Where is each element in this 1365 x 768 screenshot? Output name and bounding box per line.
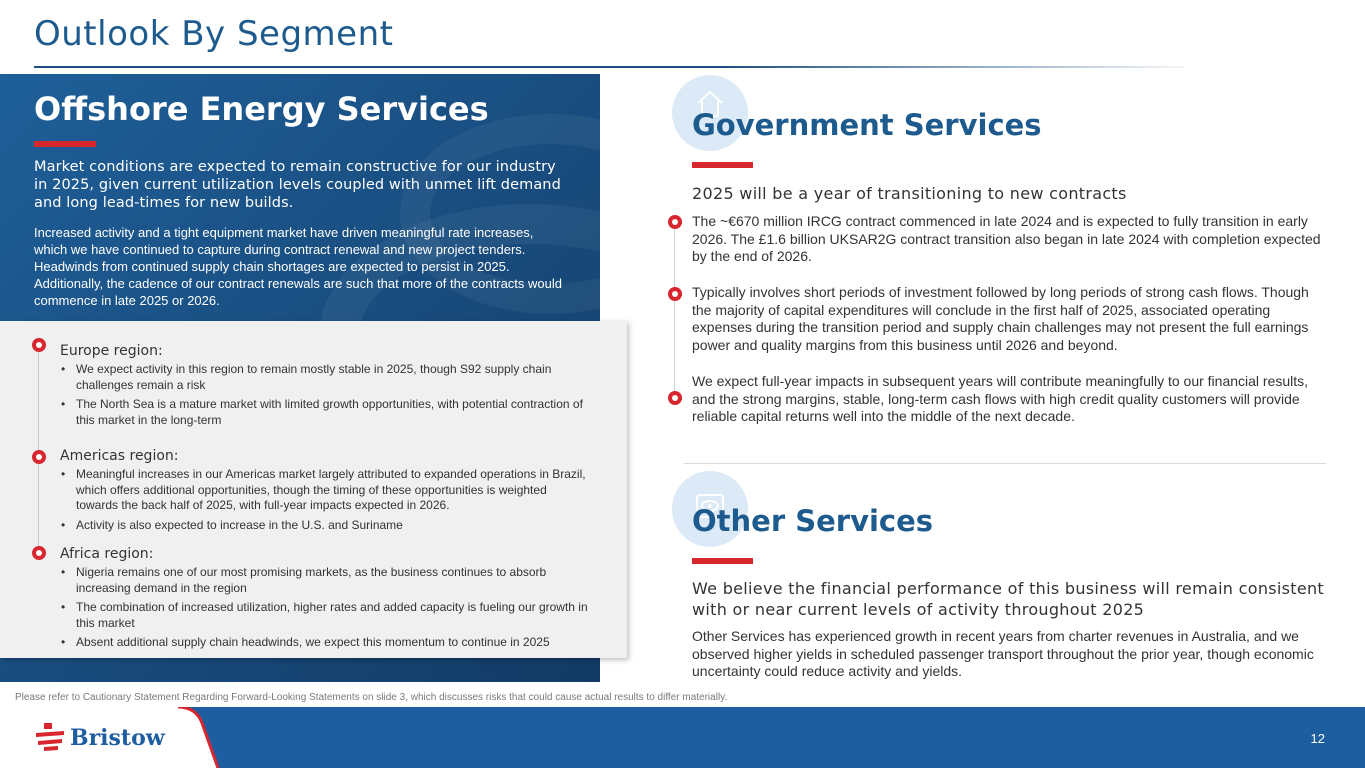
- region-heading: Americas region:: [60, 448, 179, 464]
- offshore-title: Offshore Energy Services: [34, 90, 489, 128]
- offshore-body: Increased activity and a tight equipment market have driven meaningful rate increases, which we have continued to capture during contract renewal and new project tenders. Headwinds from continued supply chain shortages are expected to persist in 2025. Additionally, the cadence of our contract renewals are such that more of the contracts would commence in late 2025 or 2026.: [34, 225, 562, 308]
- region-americas: [60, 448, 590, 537]
- timeline-dot: [668, 287, 682, 301]
- government-subtitle: 2025 will be a year of transitioning to new contracts: [692, 184, 1127, 203]
- timeline-line: [674, 222, 675, 398]
- page-title: Outlook By Segment: [34, 14, 394, 54]
- bristow-logo: [34, 721, 165, 755]
- timeline-dot: [32, 338, 46, 352]
- disclaimer: Please refer to Cautionary Statement Regarding Forward-Looking Statements on slide 3, which discusses risks that could cause actual results to differ materially.: [15, 692, 728, 703]
- timeline-dot: [668, 215, 682, 229]
- footer: [0, 707, 1365, 768]
- region-heading: Europe region:: [60, 343, 163, 359]
- offshore-lead: Market conditions are expected to remain constructive for our industry in 2025, given current utilization levels coupled with unmet lift demand and long lead-times for new builds.: [34, 159, 561, 211]
- government-paragraph: We expect full-year impacts in subsequent years will contribute meaningfully to our financial results, and the strong margins, stable, long-term cash flows with high credit quality customers will provide reliable capital returns well into the middle of the next decade.: [692, 373, 1309, 424]
- other-subtitle: We believe the financial performance of this business will remain consistent with or near current levels of activity throughout 2025: [692, 579, 1325, 619]
- timeline-dot: [32, 546, 46, 560]
- section-divider: [684, 463, 1326, 464]
- logo-mark-icon: [34, 721, 66, 755]
- regions-card: [0, 321, 627, 658]
- other-body: Other Services has experienced growth in recent years from charter revenues in Australia, and we observed higher yields in scheduled passenger transport throughout the prior year, though economic uncertainty could reduce activity and yields.: [692, 628, 1314, 679]
- page-number: 12: [1310, 731, 1325, 746]
- bullet-item: • Absent additional supply chain headwinds, we expect this momentum to continue in 2025: [60, 635, 590, 651]
- bullet-item: • The combination of increased utilization, higher rates and added capacity is fueling our growth in this market: [60, 600, 590, 631]
- title-divider: [34, 66, 1184, 68]
- bullet-item: • Activity is also expected to increase in the U.S. and Suriname: [60, 518, 590, 534]
- logo-text: Bristow: [70, 725, 165, 751]
- other-title: Other Services: [692, 504, 934, 538]
- bullet-item: • Nigeria remains one of our most promising markets, as the business continues to absorb increasing demand in the region: [60, 565, 590, 596]
- region-europe: [60, 343, 590, 432]
- region-africa: [60, 546, 590, 655]
- government-title: Government Services: [692, 108, 1042, 142]
- accent-bar: [692, 162, 753, 168]
- timeline-dot: [668, 391, 682, 405]
- region-heading: Africa region:: [60, 546, 154, 562]
- timeline-dot: [32, 450, 46, 464]
- government-paragraph: Typically involves short periods of investment followed by long periods of strong cash flows. Though the majority of capital expenditures will conclude in the first half of 2025, associated operating expenses during the transition period and supply chain challenges may not present the full earnings power and quality margins from this business until 2026 and beyond.: [692, 284, 1309, 353]
- bullet-item: • We expect activity in this region to remain mostly stable in 2025, though S92 supply chain challenges remain a risk: [60, 362, 590, 393]
- accent-bar: [34, 141, 96, 147]
- accent-bar: [692, 558, 753, 564]
- bullet-item: • The North Sea is a mature market with limited growth opportunities, with potential contraction of this market in the long-term: [60, 397, 590, 428]
- government-paragraph: The ~€670 million IRCG contract commenced in late 2024 and is expected to fully transition in early 2026. The £1.6 billion UKSAR2G contract transition also began in late 2024 with completion expected by the end of 2026.: [692, 213, 1321, 264]
- bullet-item: • Meaningful increases in our Americas market largely attributed to expanded operations in Brazil, which offers additional opportunities, though the timing of these opportunities is weighted towards the back half of 2025, with full-year impacts expected in 2026.: [60, 467, 590, 514]
